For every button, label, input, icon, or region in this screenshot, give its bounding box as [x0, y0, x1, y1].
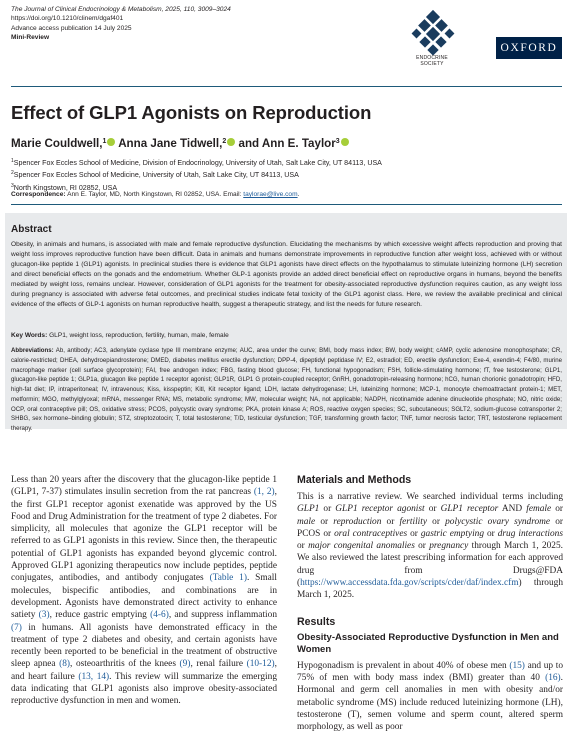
reference-link[interactable]: (16) — [545, 672, 561, 683]
reference-link[interactable]: (13, 14) — [78, 671, 110, 682]
table-link[interactable]: (Table 1) — [209, 573, 247, 584]
reference-link[interactable]: (8) — [59, 659, 71, 670]
journal-header — [11, 5, 311, 43]
keywords-line: Key Words: GLP1, weight loss, reproduction, fertility, human, male, female — [11, 332, 229, 339]
header-divider — [11, 86, 562, 87]
affiliations — [11, 156, 382, 193]
author-name[interactable]: and Ann E. Taylor — [238, 137, 336, 150]
abstract-heading: Abstract — [11, 224, 52, 235]
reference-link[interactable]: (9) — [179, 659, 191, 670]
fda-url-link[interactable]: https://www.accessdata.fda.gov/scripts/cder/daf/index.cfm — [300, 578, 519, 589]
methods-heading: Materials and Methods — [297, 474, 412, 486]
society-name: ENDOCRINE SOCIETY — [416, 55, 448, 67]
introduction-text: Less than 20 years after the discovery that the glucagon-like peptide 1 (GLP1, 7-37) stimulates insulin secretion from the rat pancreas (1, 2), the first GLP1 receptor agonist exenatide was approved by the US Food and Drug Administration for the treatment of type 2 diabetes. For simplicity, all molecules that agonize the GLP1 receptor will be referred to as GLP1 agonists in this review. Since then, the therapeutic potential of GLP1 agonists has expanded beyond glycemic control. Approved GLP1 agonizing therapeutics now include peptides, peptide conjugates, antibodies, and antibody conjugates (Table 1). Small molecules, bispecific antibodies, and combinations are in development. Agonists have demonstrated direct activity to enhance satiety (3), reduce gastric emptying (4-6), and suppress inflammation (7) in humans. All agonists have demonstrated efficacy in the treatment of type 2 diabetes and obesity, and certain agonists have recently been reported to be beneficial in the treatment of obstructive sleep apnea (8), osteoarthritis of the knees (9), renal failure (10-12), and heart failure (13, 14). This review will summarize the emerging data indicating that GLP1 agonists also improve obesity-associated reproductive dysfunction in men and women. — [11, 475, 277, 707]
article-title: Effect of GLP1 Agonists on Reproduction — [11, 102, 372, 123]
abstract-divider — [11, 204, 562, 205]
advance-access-date: Advance access publication 14 July 2025 — [11, 24, 132, 32]
author-affiliation-marker: 2 — [222, 138, 227, 145]
reference-link[interactable]: (3) — [38, 610, 50, 621]
reference-link[interactable]: (10-12) — [246, 659, 275, 670]
correspondence-email-link[interactable]: taylorae@live.com — [243, 191, 298, 198]
article-type: Mini-Review — [11, 34, 50, 42]
reference-link[interactable]: (7) — [11, 622, 22, 633]
results-heading: Results — [297, 615, 336, 628]
author-name[interactable]: Marie Couldwell, — [11, 137, 103, 150]
author-affiliation-marker: 1 — [102, 138, 107, 145]
affiliation-line: $^2$Spencer Fox Eccles School of Medicine, University of Utah, Salt Lake City, UT 84113, USA — [11, 170, 299, 180]
abbreviations-block: Abbreviations: Ab, antibody; AC3, adenylate cyclase type III membrane enzyme; AUC, area under the curve; BMI, body mass index; BW, body weight; cAMP, cyclic adenosine monophosphate; CR, calorie-restricted; DHEA, dehydroepiandrosterone; DMED, diabetes mellitus erectile dysfunction; DPP-4, dipeptidyl peptidase IV; E2, estradiol; ED, erectile dysfunction; Exe-4, exendin-4; F4/80, murine macrophage marker (cell surface glycoprotein); FAI, free androgen index; FBG, fasting blood glucose; FH, functional hypogonadism; FSH, follicle-stimulating hormone; fT, free testosterone; GLP1, glucagon-like peptide 1; GLP1a, glucagon like peptide 1 receptor agonist; GLP1R, GLP1 G protein-coupled receptor; GnRH, gonadotropin-releasing hormone; hCG, human chorionic gonadotropin; HFD, high-fat diet; IP, intraperitoneal; IV, intravenous; Kiss, kisspeptin; Kitl, Kit receptor ligand; LDH, lactate dehydrogenase; LH, luteinizing hormone; MCP-1, monocyte chemoattractant protein-1; MET, metformin; MGO, methylglyoxal; mRNA, messenger RNA; MS, metabolic syndrome; MW, molecular weight; NA, not applicable; NADPH, nicotinamide adenine dinucleotide phosphate; NO, nitric oxide; OCP, oral contraceptive pill; OS, oxidative stress; PCOS, polycystic ovary syndrome; PKA, protein kinase A; ROS, reactive oxygen species; SC, subcutaneous; SGLT2, sodium-glucose cotransporter 2; SHBG, sex hormone–binding globulin; STZ, streptozotocin; T, total testosterone; T/D, testicular dysfunction; TGF, transforming growth factor; TNF, tumor necrosis factor; TRT, testosterone replacement therapy. — [11, 347, 562, 432]
affiliation-line: $^1$Spencer Fox Eccles School of Medicine, Division of Endocrinology, University of Utah, Salt Lake City, UT 84113, USA — [11, 158, 382, 167]
right-column — [297, 474, 563, 733]
reference-link[interactable]: (4-6) — [150, 610, 169, 621]
orcid-icon[interactable] — [341, 138, 349, 146]
methods-text: This is a narrative review. We searched individual terms including GLP1 or GLP1 receptor agonist or GLP1 receptor AND female or male or reproduction or fertility or polycystic ovary syndrome or PCOS or oral contraceptives or gastric emptying or drug interactions or major congenital anomalies or pregnancy through March 1, 2025. We also reviewed the latest prescribing information for each approved drug from Drugs@FDA (https://www.accessdata.fda.gov/scripts/cder/daf/index.cfm) through March 1, 2025. — [297, 492, 564, 601]
reference-link[interactable]: (15) — [509, 660, 525, 671]
reference-link[interactable]: (1, 2) — [253, 487, 275, 498]
oxford-logo[interactable]: OXFORD — [496, 37, 562, 59]
orcid-icon[interactable] — [107, 138, 115, 146]
author-affiliation-marker: 3 — [335, 138, 340, 145]
orcid-icon[interactable] — [227, 138, 235, 146]
results-text: Hypogonadism is prevalent in about 40% of obese men (15) and up to 75% of men with body mass index (BMI) greater than 40 (16). Hormonal and germ cell anomalies in men with obesity and/or metabolic syndrome (MS) include reduced luteinizing hormone (LH), testosterone (T), semen volume and sperm count, altered sperm morphology, as well as poor — [297, 660, 564, 733]
results-subheading: Obesity-Associated Reproductive Dysfunction in Men and Women — [297, 631, 559, 656]
author-list — [11, 137, 349, 150]
affiliation-line: $^3$North Kingstown, RI 02852, USA — [11, 182, 118, 192]
correspondence-line: Correspondence: Ann E. Taylor, MD, North Kingstown, RI 02852, USA. Email: taylorae@live.com. — [11, 191, 300, 198]
doi-link[interactable]: https://doi.org/10.1210/clinem/dgaf401 — [11, 15, 124, 23]
author-name[interactable]: Anna Jane Tidwell, — [118, 137, 223, 150]
abstract-text: Obesity, in animals and humans, is associated with male and female reproductive dysfunction. Elucidating the mechanisms by which excessive weight affects reproduction and proving that weight loss improves reproductive function have been difficult. Data in animals and humans demonstrate improvements in reproductive function after weight loss, achieved with or without glucagon-like peptide 1 (GLP1) agonists. In preclinical studies there is evidence that GLP1 agonists have direct effects on the hypothalamus to stimulate luteinizing hormone (LH) secretion and direct beneficial effects on the gonads and the endometrium. Whether GLP-1 agonists provide an added direct beneficial effect on reproductive organs in humans, beyond the benefits mediated by weight loss, remains unclear. However, consideration of GLP1 agonists for the treatment for obesity-associated reproductive dysfunction requires caution, as any weight loss during pregnancy is associated with adverse fetal outcomes, and preclinical studies indicate fetal toxicity of the GLP1 agonist class. Here, we review the available preclinical and clinical evidence of the effects of GLP-1 agonists on human reproductive health, suggest a therapeutic strategy, and list the needs for future research. — [11, 241, 562, 308]
journal-citation: The Journal of Clinical Endocrinology & Metabolism, 2025, 110, 3009–3024 — [11, 6, 231, 13]
